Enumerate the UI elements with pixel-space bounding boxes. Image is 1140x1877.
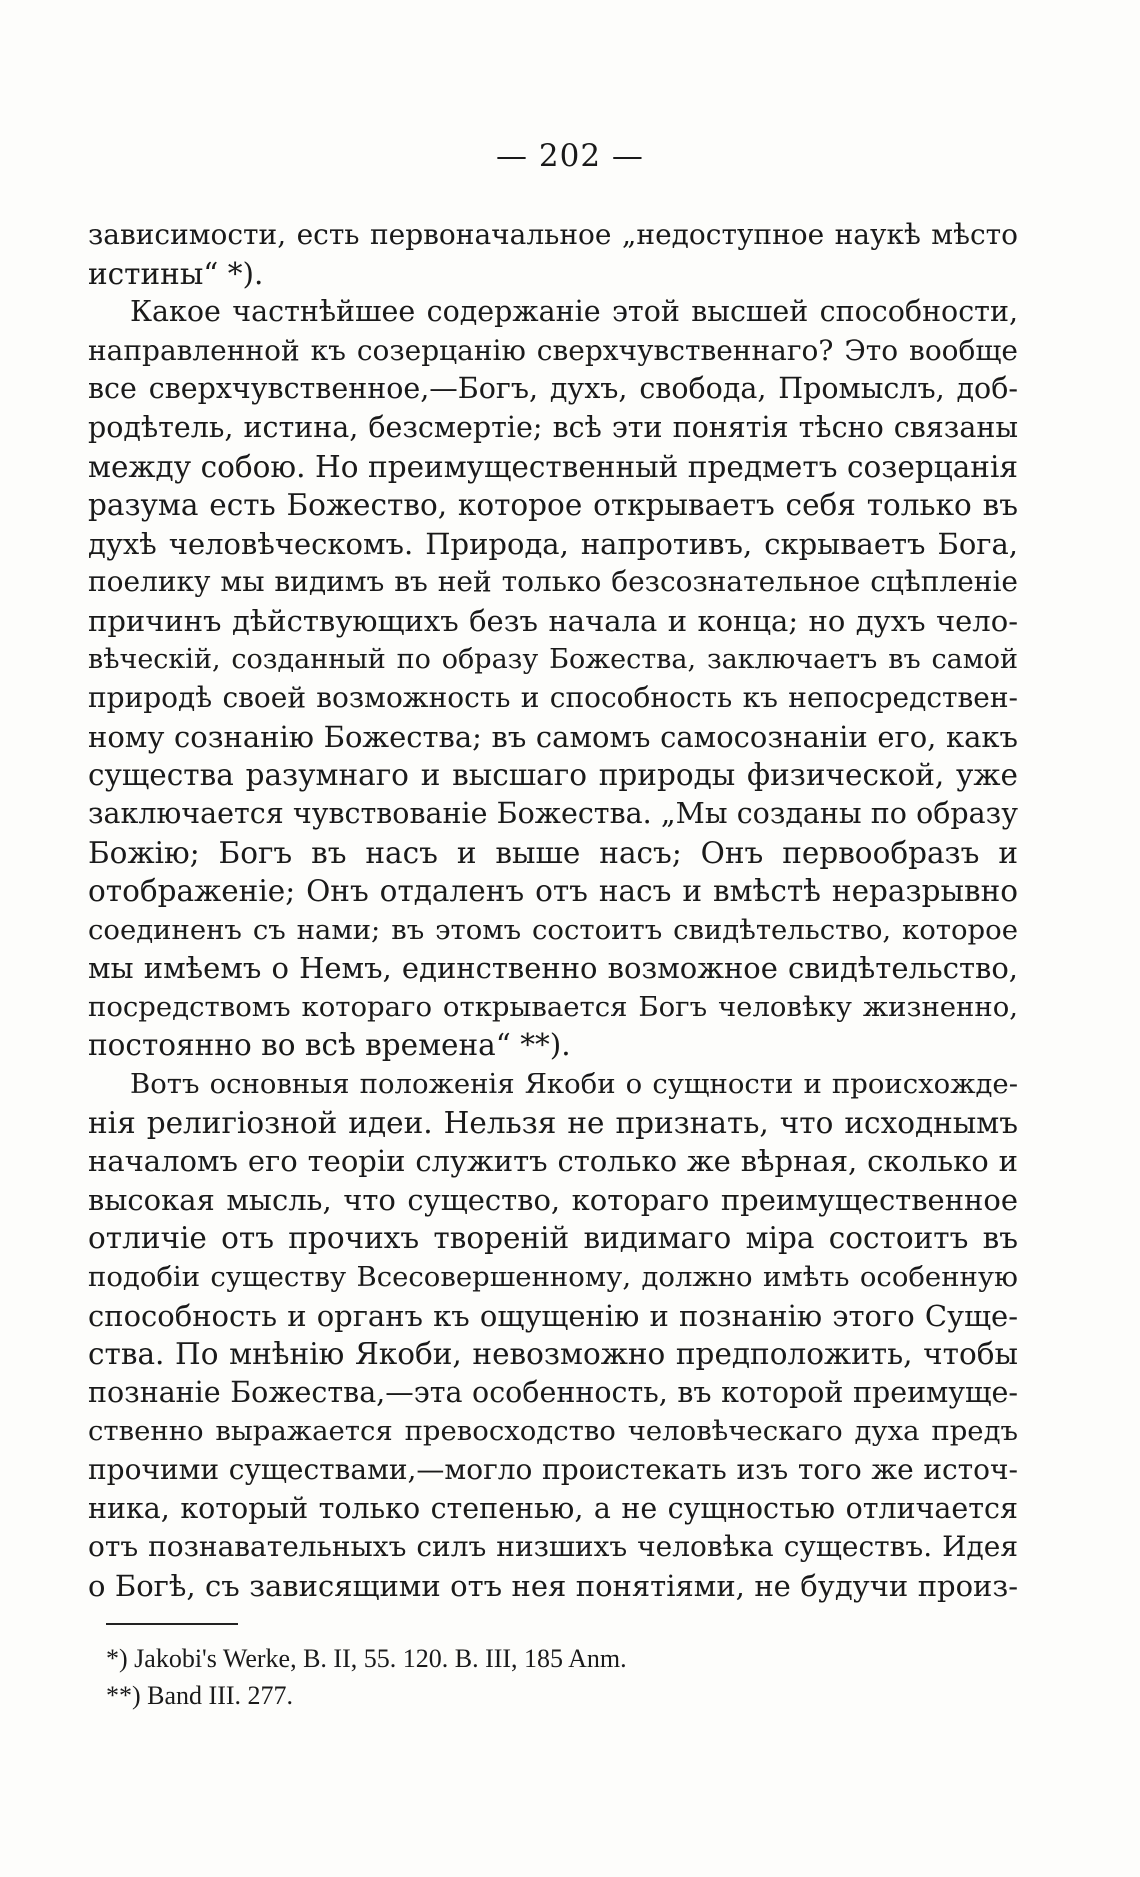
text-line: Какое частнѣйшее содержаніе этой высшей способности, — [130, 295, 1018, 329]
text-line: подобіи существу Всесовершенному, должно имѣть особенную — [88, 1261, 1018, 1294]
text-line: отображеніе; Онъ отдаленъ отъ насъ и вмѣстѣ неразрывно — [88, 874, 1018, 909]
text-line: постоянно во всѣ времена“ **). — [88, 1028, 571, 1063]
page-number: — 202 — — [496, 138, 644, 174]
text-line: соединенъ съ нами; въ этомъ состоитъ свидѣтельство, которое — [88, 913, 1018, 946]
text-line: способность и органъ къ ощущенію и познанію этого Суще- — [88, 1298, 1018, 1333]
text-line: родѣтель, истина, безсмертіе; всѣ эти понятія тѣсно связаны — [88, 410, 1018, 444]
text-line: посредствомъ котораго открывается Богъ человѣку жизненно, — [88, 990, 1018, 1023]
text-line: высокая мысль, что существо, котораго преимущественное — [88, 1182, 1018, 1217]
text-line: ства. По мнѣнію Якоби, невозможно предположить, чтобы — [88, 1337, 1018, 1372]
text-line: отличіе отъ прочихъ твореній видимаго міра состоитъ въ — [88, 1221, 1018, 1256]
text-line: направленной къ созерцанію сверхчувственнаго? Это вообще — [88, 333, 1018, 367]
text-line: причинъ дѣйствующихъ безъ начала и конца; но духъ чело- — [88, 603, 1018, 638]
text-line: зависимости, есть первоначальное „недоступное наукѣ мѣсто — [88, 218, 1018, 251]
text-line: началомъ его теоріи служитъ столько же вѣрная, сколько и — [88, 1144, 1018, 1179]
text-line: ному сознанію Божества; въ самомъ самосознаніи его, какъ — [88, 719, 1018, 754]
text-line: мы имѣемъ о Немъ, единственно возможное свидѣтельство, — [88, 951, 1018, 986]
text-line: все сверхчувственное,—Богъ, духъ, свобода, Промыслъ, доб- — [88, 372, 1018, 406]
text-line: существа разумнаго и высшаго природы физической, уже — [88, 758, 1018, 793]
text-line: истины“ *). — [88, 256, 264, 291]
text-line: нія религіозной идеи. Нельзя не признать, что исходнымъ — [88, 1105, 1018, 1140]
text-line: о Богѣ, съ зависящими отъ нея понятіями, не будучи произ- — [88, 1568, 1018, 1603]
text-line: вѣческій, созданный по образу Божества, заключаетъ въ самой — [88, 643, 1018, 675]
text-line: ственно выражается превосходство человѣческаго духа предъ — [88, 1415, 1018, 1448]
text-line: Вотъ основныя положенія Якоби о сущности и происхожде- — [130, 1068, 1018, 1101]
text-line: отъ познавательныхъ силъ низшихъ человѣка существъ. Идея — [88, 1530, 1018, 1564]
text-line: познаніе Божества,—эта особенность, въ которой преимуще- — [88, 1375, 1018, 1409]
footnote-1: *) Jakobi's Werke, B. II, 55. 120. B. III, 185 Anm. — [106, 1644, 627, 1673]
footnote-2: **) Band III. 277. — [106, 1681, 294, 1710]
text-line: духѣ человѣческомъ. Природа, напротивъ, скрываетъ Бога, — [88, 526, 1018, 561]
text-line: заключается чувствованіе Божества. „Мы созданы по образу — [88, 796, 1018, 830]
text-line: поелику мы видимъ въ ней только безсознательное сцѣпленіе — [88, 565, 1018, 599]
footnotes — [106, 1640, 1006, 1714]
text-line: ника, который только степенью, а не сущностью отличается — [88, 1491, 1018, 1525]
text-line: разума есть Божество, которое открываетъ себя только въ — [88, 488, 1018, 523]
text-line: Божію; Богъ въ насъ и выше насъ; Онъ первообразъ и — [88, 835, 1018, 870]
footnote-divider — [106, 1623, 238, 1625]
text-line: природѣ своей возможность и способность къ непосредствен- — [88, 681, 1018, 715]
text-line: прочими существами,—могло проистекать изъ того же источ- — [88, 1453, 1018, 1486]
body-text — [88, 216, 1018, 1605]
text-line: между собою. Но преимущественный предметъ созерцанія — [88, 449, 1018, 484]
